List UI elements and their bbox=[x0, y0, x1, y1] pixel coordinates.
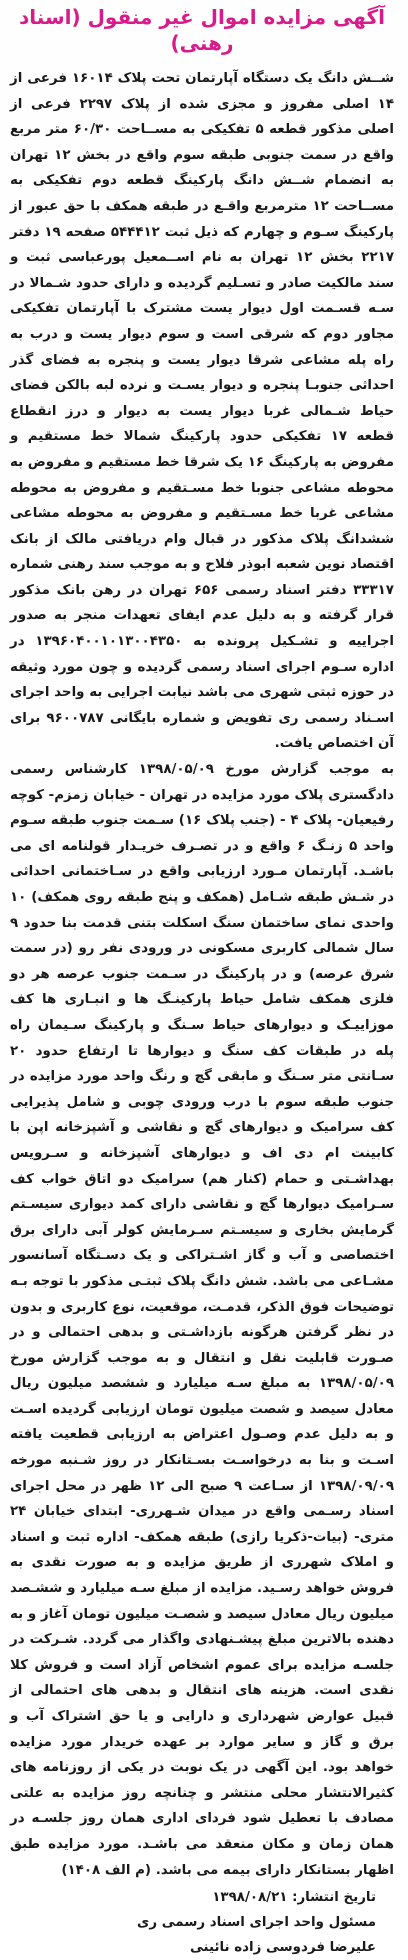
publish-date: تاریخ انتشار: ۱۳۹۸/۰۸/۲۱ bbox=[212, 1890, 376, 1906]
notice-title-line-1: آگهی مزایده اموال غیر منقول (اسناد bbox=[19, 5, 385, 29]
notice-title bbox=[10, 0, 394, 56]
appraisal-auction-paragraph: به موجب گزارش مورخ ۱۳۹۸/۰۵/۰۹ کارشناس رسمی دادگستری پلاک مورد مزایده در تهران - خیابان زمزم- کوچه رفیعیان- پلاک ۴ - (جنب پلاک ۱۶) سـمت جنوب طبقه سـوم واحد ۵ زنـگ ۶ واقع و در تصـرف خریـدار قولنامه ای می باشـد. آپارتمان مـورد ارزیابی واقع در سـاختمانی احداثی در شـش طبقه شـامل (همکف و پنج طبقه روی همکف) ۱۰ واحدی نمای ساختمان سنگ اسکلت بتنی قدمت بنا حدود ۹ سال شمالی کاربری مسکونی در ورودی نفر رو (در سمت شرق عرصه) و در پارکینگ در سـمت جنوب عرصه هر دو فلزی همکف شامل حیاط پارکینـگ ها و انبـاری ها کف موزاییـک و دیوارهای حیاط سـنگ و پارکینگ سـیمان راه پله در طبقات کف سنگ و دیوارها تا ارتفاع حدود ۲۰ سـانتی متر سـنگ و مابقی گچ و رنگ واحد مورد مزایده در جنوب طبقه سوم با درب ورودی چوبی و شامل پذیرایی کف سرامیک و دیوارهای گچ و نقاشی و آشپزخانه اپن با کابینت ام دی اف و دیوارهای آشپزخانه و سـرویس بهداشـتی و حمام (کنار هم) سرامیک دو اتاق خواب کف سـرامیک دیوارها گچ و نقاشی دارای کمد دیواری سیسـتم گرمایش بخاری و سیسـتم سـرمایش کولر آبی دارای برق اختصاصی و آب و گاز اشـتراکی و یک دسـتگاه آسانسور مشـاعی می باشد. شش دانگ پلاک ثبتـی مذکور با توجه بـه توضیحات فوق الذکر، قدمـت، موقعیت، نوع کاربری و بدون در نظر گرفتن هرگونه بازداشـتی و بدهی احتمالی و در صـورت قابلیت نقل و انتقال و به موجب گزارش مورخ ۱۳۹۸/۰۵/۰۹ به مبلغ سـه میلیارد و ششصد میلیون ریال معادل سیصد و شصت میلیون تومان ارزیابی گردیده اسـت و به دلیل عدم وصـول اعتراض به ارزیابی قطعیت یافته اسـت و بنا به درخواسـت بسـتانکار در روز شـنبه مورخه ۱۳۹۸/۰۹/۰۹ از سـاعت ۹ صبح الی ۱۲ ظهر در محل اجرای اسناد رسـمی واقع در میدان شـهرری- ابتدای خیابان ۲۴ متری- (بیات-ذکریا رازی) طبقه همکف- اداره ثبت و اسناد و املاک شهرری از طریق مزایده و به صورت نقدی به فروش خواهد رسـید. مزایده از مبلغ سـه میلیارد و ششـصد میلیون ریال معادل سیصد و شصـت میلیون تومان آغاز و به دهنده بالاترین مبلغ پیشـنهادی واگذار می گردد. شـرکت در جلسـه مزایده برای عموم اشخاص آزاد است و فروش کلا نقدی است. هزینه های انتقال و بدهی های احتمالی از قبیل عوارض شهرداری و دارایی و یا حق اشتراک آب و برق و گاز و سایر موارد بر عهده خریدار مورد مزایده خواهد بود. این آگهی در یک نوبت در یکی از روزنامه های کثیرالانتشار محلی منتشر و چنانچه روز مزایده به علتی مصادف با تعطیل شود فردای اداری همان روز جلسـه در همان زمان و مکان منعقد می باشـد. مورد مزایده طبق اظهار بستانکار دارای بیمه می باشد. (م الف ۱۴۰۸) bbox=[10, 762, 395, 1878]
notice-title-line-2: رهنی) bbox=[170, 31, 234, 55]
property-description-paragraph: شــش دانگ یک دستگاه آپارتمان تحت پلاک ۱۶۰۱۴ فرعی از ۱۴ اصلی مفروز و مجزی شده از پلاک ۲۲۹۷ فرعی از اصلی مذکور قطعه ۵ تفکیکی به مســاحت ۶۰/۳۰ متر مربع واقع در سمت جنوبی طبقه سوم واقع در بخش ۱۲ تهران به انضمام شــش دانگ پارکینگ قطعه دوم تفکیکی به مســاحت ۱۲ مترمربع واقـع در طبقه همکف با حق عبور از پارکینگ سـوم و چهارم که ذیل ثبت ۵۴۴۴۱۲ صفحه ۱۹ دفتر ۲۲۱۷ بخش ۱۲ تهران به نام اســمعیل پورعباسی ثبت و سند مالکیت صادر و تسـلیم گردیده و دارای حدود شـمالا در سـه قسـمت اول دیوار یست مشترک با آپارتمان تفکیکی مجاور دوم که شرقی است و سوم دیوار یست و درب به راه پله مشاعی شرقا دیوار یست و پنجره به فضای گذر احداثی جنوبـا پنجره و دیوار یسـت و نرده لبه بالکن فضای حیاط شـمالی غربا دیوار یست به دیوار و درز انقطاع قطعه ۱۷ تفکیکی حدود پارکینگ شمالا خط مستقیم و مفروض به پارکینگ ۱۶ یک شرقا خط مستقیم و مفروض به محوطه مشاعی جنوبا خط مسـتقیم و مفروض به محوطه مشاعی غربا خط مسـتقیم و مفروض به محوطه مشاعی ششدانگ پلاک مذکور در قبال وام دریافتی مالک از بانک اقتصاد نوین شعبه ابوذر فلاح و به موجب سند رهنی شماره ۳۳۳۱۷ دفتر اسناد رسمی ۶۵۶ تهران در رهن بانک مذکور قرار گرفته و به دلیل عدم ایفای تعهدات منجر به صدور اجراییه و تشـکیل پرونده به ۱۳۹۶۰۴۰۰۱۰۱۳۰۰۴۳۵۰ در اداره سـوم اجرای اسناد رسمی گردیده و چون مورد وثیقه در حوزه ثبتی شهری می باشد نیابت اجرایی به واحد اجرای اسـناد رسمی ری تفویض و شماره بایگانی ۹۶۰۰۷۸۷ برای آن اختصاص یافت. bbox=[9, 71, 395, 752]
official-name: علیرضا فردوسی زاده نائینی bbox=[189, 1940, 376, 1956]
official-title: مسئول واحد اجرای اسناد رسمی ری bbox=[137, 1915, 376, 1931]
notice-footer bbox=[10, 1885, 394, 1960]
notice-body bbox=[10, 66, 394, 1883]
